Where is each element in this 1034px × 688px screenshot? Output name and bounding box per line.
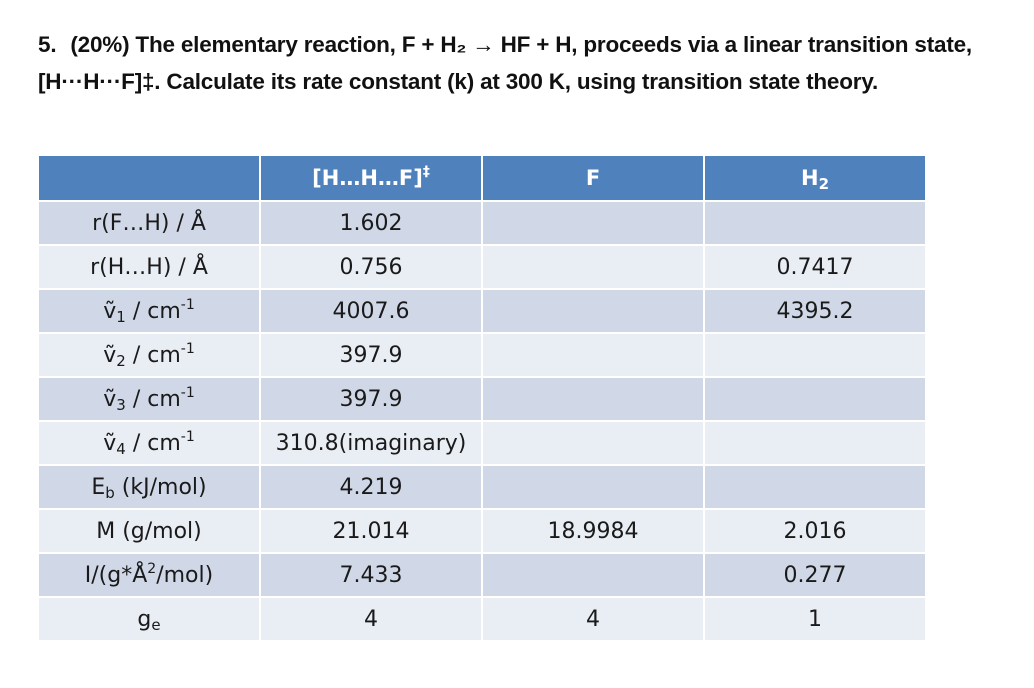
row-label-base: ṽ — [103, 430, 117, 456]
row-label — [38, 421, 260, 465]
question-text — [38, 26, 1028, 100]
cell-transition-state: 4.219 — [260, 465, 482, 509]
cell-h2: 0.7417 — [704, 245, 926, 289]
table-row — [38, 597, 926, 641]
row-label — [38, 201, 260, 245]
row-label-tail: (kJ/mol) — [114, 474, 207, 500]
header-ts-sup: ‡ — [422, 164, 430, 180]
header-transition-state — [260, 155, 482, 201]
row-label — [38, 377, 260, 421]
row-label — [38, 465, 260, 509]
table-row — [38, 333, 926, 377]
row-label-tail: / cm — [125, 298, 181, 324]
row-label-tail: /mol) — [156, 562, 214, 588]
question-line-1-text: The elementary reaction, F + H₂ → HF + H, proceeds via a linear transition state, — [135, 32, 972, 57]
cell-h2: 0.277 — [704, 553, 926, 597]
cell-transition-state: 0.756 — [260, 245, 482, 289]
question-points: (20%) — [70, 32, 130, 57]
row-label — [38, 553, 260, 597]
cell-transition-state: 21.014 — [260, 509, 482, 553]
row-label-base: r(F…H) / Å — [92, 210, 206, 236]
row-label-sub: 3 — [116, 395, 126, 414]
cell-f — [482, 553, 704, 597]
cell-h2: 1 — [704, 597, 926, 641]
cell-f — [482, 465, 704, 509]
table-row — [38, 553, 926, 597]
header-h2-sub: 2 — [818, 175, 829, 193]
cell-h2 — [704, 465, 926, 509]
table-row — [38, 465, 926, 509]
question-number: 5. — [38, 32, 57, 57]
row-label-base: E — [91, 474, 106, 500]
cell-h2: 2.016 — [704, 509, 926, 553]
table-row — [38, 201, 926, 245]
cell-transition-state: 397.9 — [260, 377, 482, 421]
row-label-sup: -1 — [180, 340, 195, 357]
table-body — [38, 201, 926, 641]
question-line-2: [H···H···F]‡. Calculate its rate constant (k) at 300 K, using transition state theory. — [38, 69, 879, 94]
row-label — [38, 509, 260, 553]
row-label-base: g — [137, 606, 152, 632]
row-label-sub: 1 — [116, 307, 126, 326]
row-label-sub: 2 — [116, 351, 126, 370]
cell-transition-state: 310.8(imaginary) — [260, 421, 482, 465]
cell-f: 4 — [482, 597, 704, 641]
row-label-base: ṽ — [103, 298, 117, 324]
table-row — [38, 509, 926, 553]
table-row — [38, 421, 926, 465]
data-table — [37, 154, 927, 642]
cell-f — [482, 377, 704, 421]
cell-f: 18.9984 — [482, 509, 704, 553]
table-row — [38, 377, 926, 421]
row-label-sub: e — [151, 615, 161, 634]
row-label — [38, 245, 260, 289]
cell-f — [482, 201, 704, 245]
header-h2 — [704, 155, 926, 201]
cell-transition-state: 4007.6 — [260, 289, 482, 333]
row-label-tail: / cm — [125, 342, 181, 368]
cell-transition-state: 397.9 — [260, 333, 482, 377]
cell-h2: 4395.2 — [704, 289, 926, 333]
row-label-sup: -1 — [180, 384, 195, 401]
table-row — [38, 245, 926, 289]
cell-transition-state: 7.433 — [260, 553, 482, 597]
question-line-1 — [38, 26, 1028, 63]
cell-f — [482, 421, 704, 465]
row-label-sub: 4 — [116, 439, 126, 458]
cell-h2 — [704, 201, 926, 245]
cell-f — [482, 333, 704, 377]
row-label-sup: -1 — [180, 428, 195, 445]
table-header-row — [38, 155, 926, 201]
header-blank — [38, 155, 260, 201]
row-label-sub: b — [105, 483, 115, 502]
cell-h2 — [704, 333, 926, 377]
row-label-tail: / cm — [125, 430, 181, 456]
row-label-tail: / cm — [125, 386, 181, 412]
cell-f — [482, 289, 704, 333]
table-row — [38, 289, 926, 333]
row-label-base: ṽ — [103, 386, 117, 412]
row-label-base: ṽ — [103, 342, 117, 368]
header-ts-base: [H…H…F] — [312, 166, 423, 190]
cell-f — [482, 245, 704, 289]
row-label-base: r(H…H) / Å — [90, 254, 208, 280]
cell-transition-state: 4 — [260, 597, 482, 641]
row-label-sup: 2 — [147, 560, 157, 577]
cell-transition-state: 1.602 — [260, 201, 482, 245]
row-label — [38, 289, 260, 333]
cell-h2 — [704, 377, 926, 421]
header-h2-base: H — [800, 166, 819, 190]
row-label-base: I/(g*Å — [84, 562, 148, 588]
header-f: F — [482, 155, 704, 201]
row-label — [38, 597, 260, 641]
row-label-base: M (g/mol) — [96, 518, 202, 544]
row-label-sup: -1 — [180, 296, 195, 313]
cell-h2 — [704, 421, 926, 465]
row-label — [38, 333, 260, 377]
